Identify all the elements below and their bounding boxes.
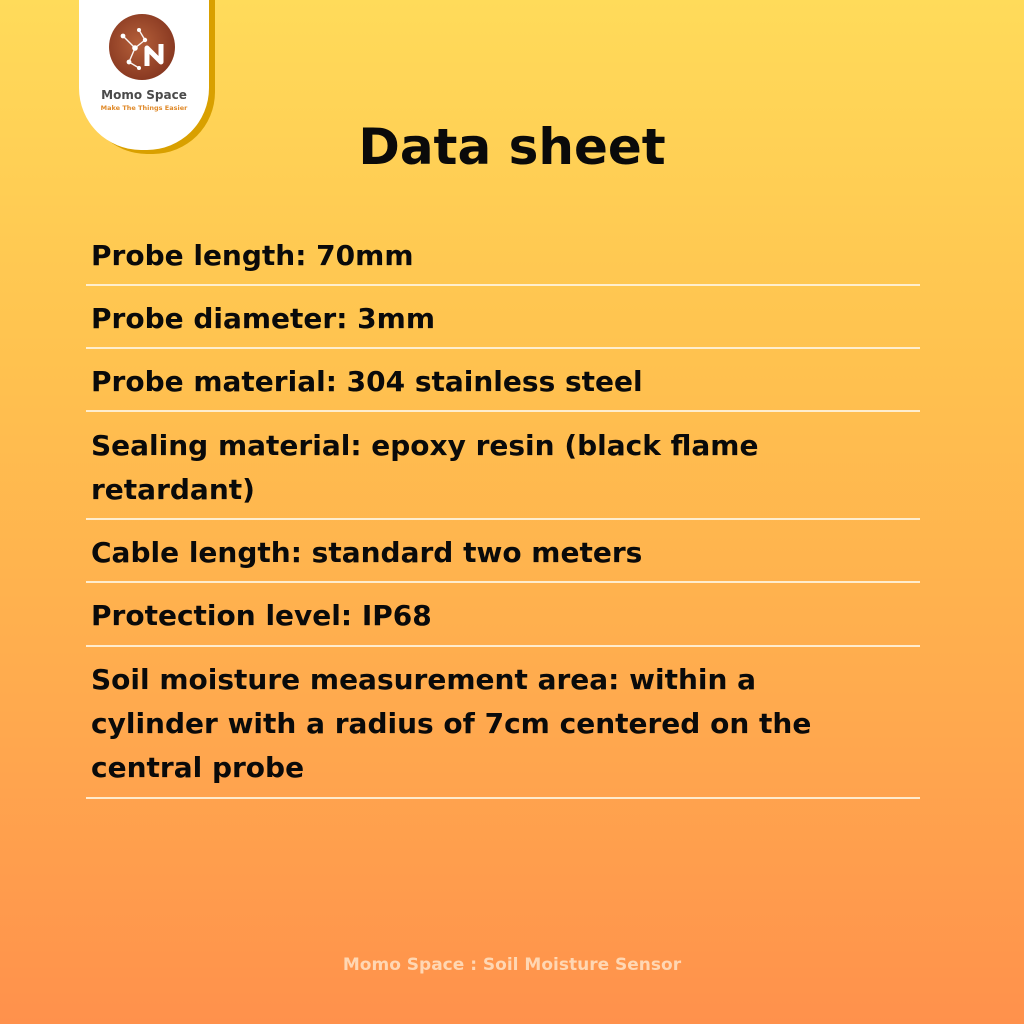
spec-probe-material: Probe material: 304 stainless steel — [91, 365, 643, 398]
footer-caption: Momo Space : Soil Moisture Sensor — [342, 955, 682, 975]
divider — [86, 645, 920, 647]
divider — [86, 797, 920, 799]
divider — [86, 284, 920, 286]
spec-probe-diameter: Probe diameter: 3mm — [91, 302, 436, 335]
spec-sealing-material: Sealing material: epoxy resin (black flame retardant) — [91, 429, 759, 506]
spec-measurement-area: Soil moisture measurement area: within a cylinder with a radius of 7cm centered on the central probe — [91, 663, 812, 784]
divider — [86, 347, 920, 349]
brand-tagline: Make The Things Easier — [100, 104, 188, 112]
spec-probe-length: Probe length: 70mm — [91, 239, 414, 272]
brand-name: Momo Space — [101, 88, 187, 102]
page-title: Data sheet — [358, 118, 666, 176]
momo-space-logo-icon — [109, 14, 175, 80]
spec-protection-level: Protection level: IP68 — [91, 599, 432, 632]
spec-cable-length: Cable length: standard two meters — [91, 536, 643, 569]
divider — [86, 410, 920, 412]
divider — [86, 581, 920, 583]
divider — [86, 518, 920, 520]
